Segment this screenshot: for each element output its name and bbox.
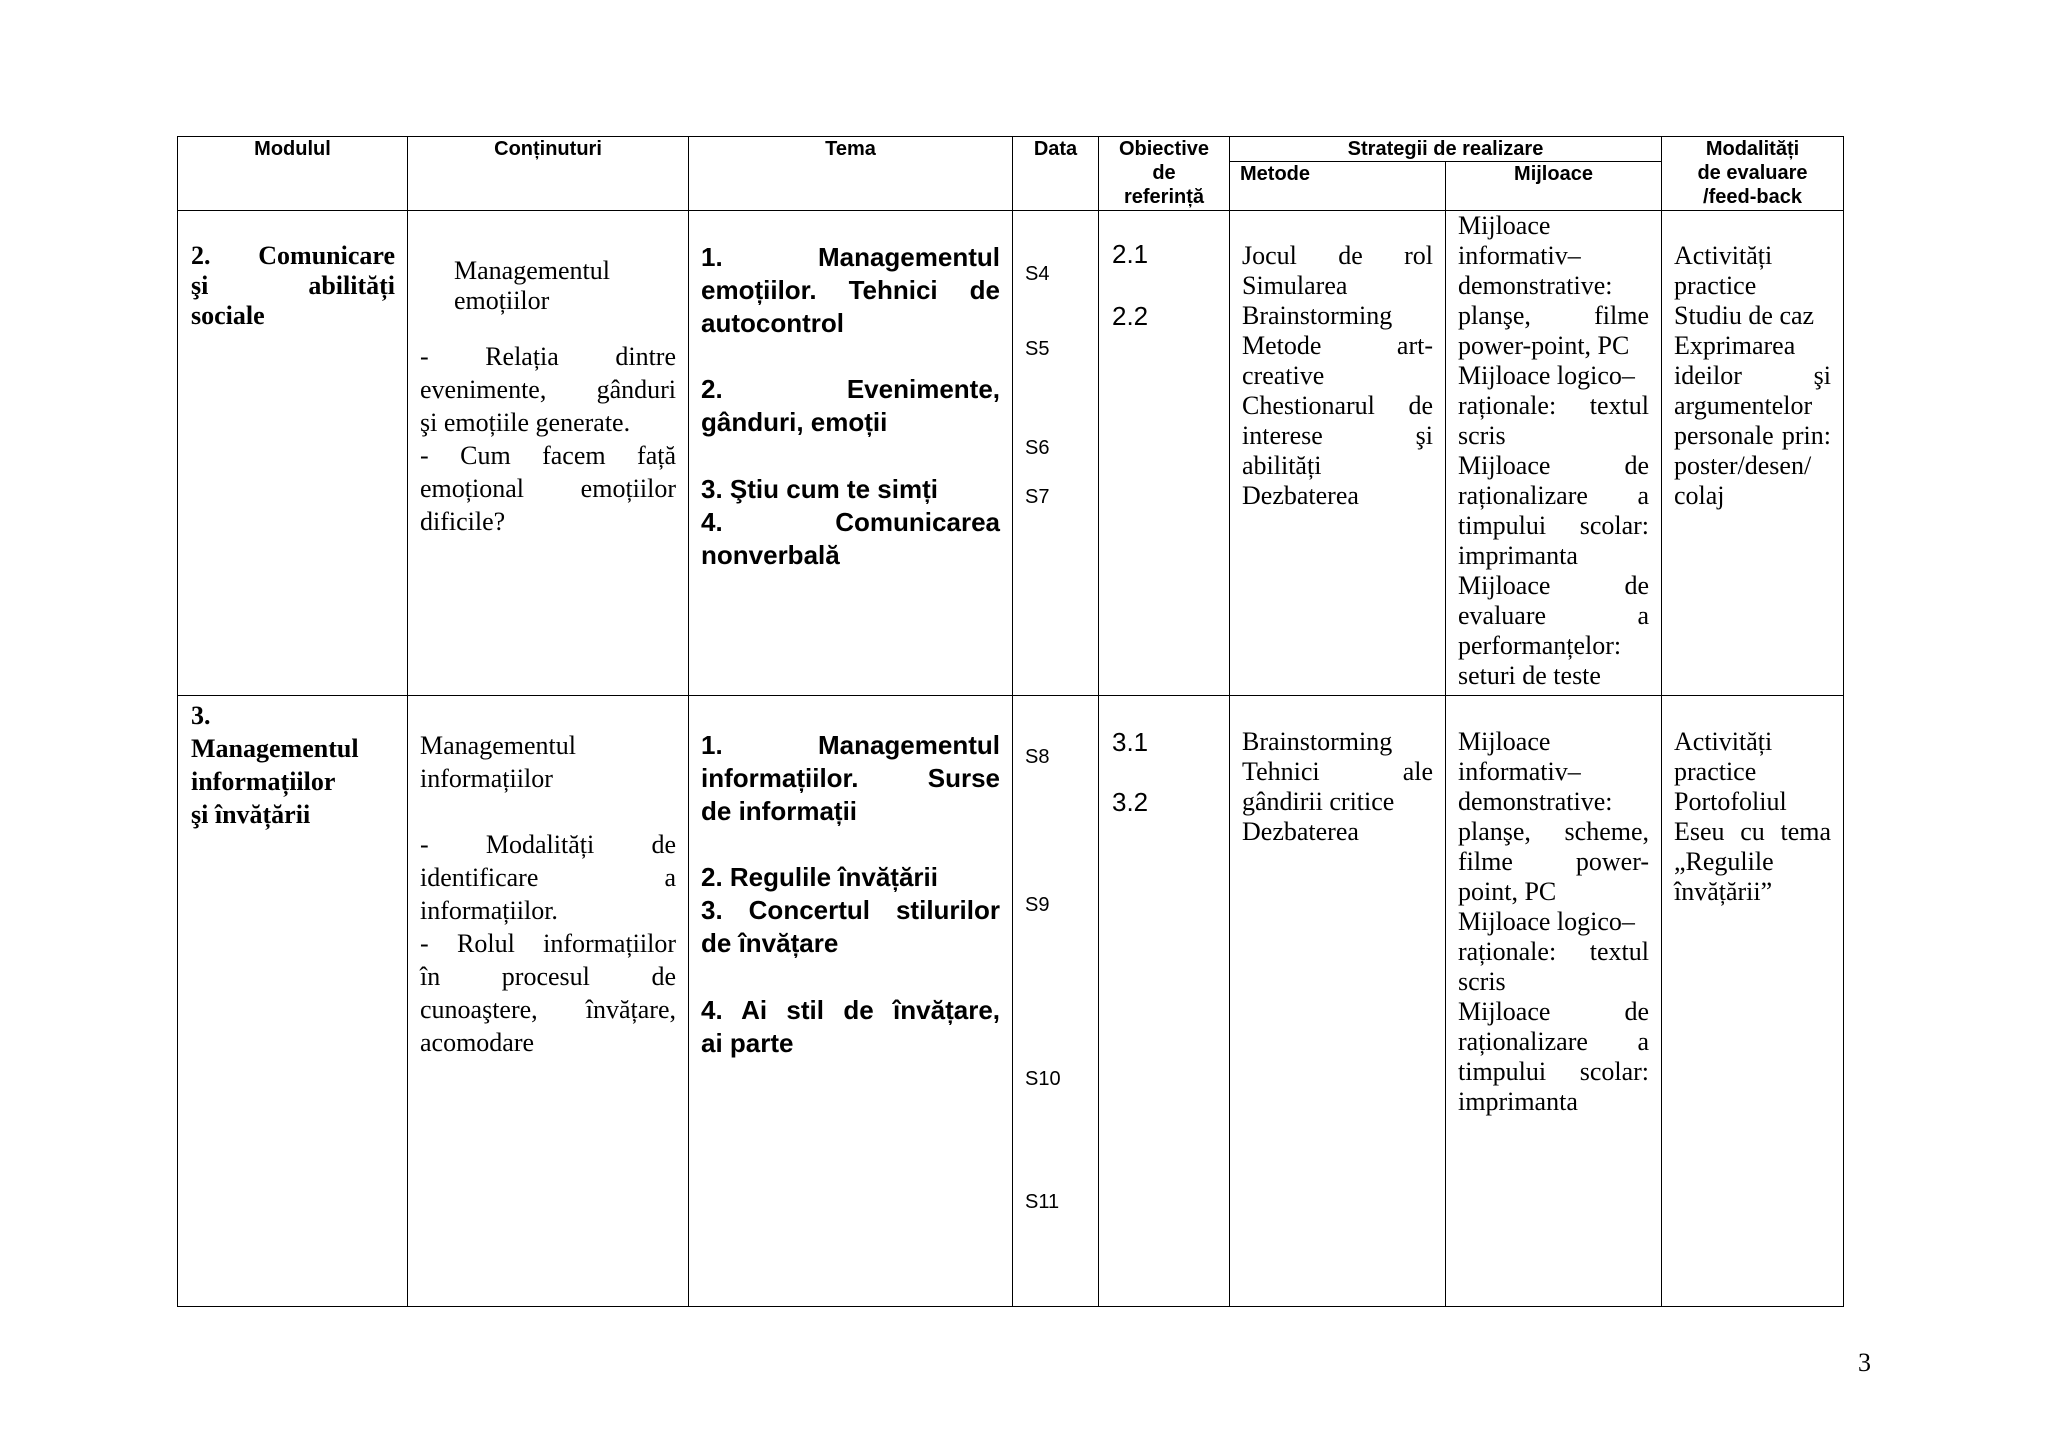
- mijloace-line: raționalizare a: [1458, 481, 1649, 510]
- tema-line: 1. Managementul: [701, 242, 1000, 272]
- evaluare-line: personale prin:: [1674, 421, 1831, 450]
- mijloace-line: filme power-: [1458, 847, 1649, 876]
- header-modulul: Modulul: [178, 137, 408, 211]
- mijloace-line: raționale: textul: [1458, 391, 1649, 420]
- cell-mijloace: [1446, 696, 1662, 1307]
- modul-line: informațiilor: [191, 767, 336, 796]
- evaluare-line: ideilor şi: [1674, 361, 1831, 390]
- cell-tema: [689, 211, 1013, 696]
- mijloace-line: Mijloace: [1458, 211, 1551, 240]
- continut-line: acomodare: [420, 1028, 535, 1057]
- metode-line: Jocul de rol: [1242, 241, 1433, 270]
- evaluare-line: Activități: [1674, 727, 1773, 756]
- mijloace-line: timpului scolar:: [1458, 511, 1649, 540]
- header-modalitati: [1662, 137, 1844, 211]
- tema-line: 3. Concertul stilurilor: [701, 895, 1000, 925]
- mijloace-line: imprimanta: [1458, 541, 1578, 570]
- data-week: S7: [1025, 486, 1050, 508]
- modul-line: şi învățării: [191, 800, 311, 829]
- evaluare-line: practice: [1674, 271, 1757, 300]
- modul-line: 2. Comunicare: [191, 241, 395, 270]
- header-modalitati-line: de evaluare: [1697, 162, 1808, 184]
- header-modalitati-line: /feed-back: [1703, 186, 1802, 208]
- cell-continuturi: [408, 211, 689, 696]
- continut-line: - Rolul informațiilor: [420, 929, 676, 958]
- modul-line: şi abilități: [191, 271, 395, 300]
- data-week: S5: [1025, 338, 1050, 360]
- evaluare-line: învățării”: [1674, 877, 1773, 906]
- cell-evaluare: [1662, 696, 1844, 1307]
- cell-obiective: [1099, 211, 1230, 696]
- cell-data: [1013, 696, 1099, 1307]
- mijloace-line: seturi de teste: [1458, 661, 1601, 690]
- continut-title-line: Managementul: [454, 256, 610, 285]
- tema-line: 2. Regulile învățării: [701, 862, 938, 892]
- mijloace-line: raționale: textul: [1458, 937, 1649, 966]
- header-data: Data: [1013, 137, 1099, 211]
- header-metode: Metode: [1230, 162, 1446, 211]
- mijloace-line: Mijloace logico–: [1458, 361, 1635, 390]
- continut-line: emoțional emoțiilor: [420, 474, 676, 503]
- header-mijloace: Mijloace: [1446, 162, 1662, 211]
- mijloace-line: informativ–: [1458, 241, 1581, 270]
- header-modalitati-line: Modalități: [1705, 138, 1800, 160]
- mijloace-line: demonstrative:: [1458, 271, 1613, 300]
- metode-line: Brainstorming: [1242, 301, 1393, 330]
- cell-continuturi: [408, 696, 689, 1307]
- metode-line: Tehnici ale: [1242, 757, 1433, 786]
- evaluare-line: Eseu cu tema: [1674, 817, 1831, 846]
- metode-line: interese şi: [1242, 421, 1433, 450]
- evaluare-line: Portofoliul: [1674, 787, 1787, 816]
- data-week: S4: [1025, 263, 1050, 285]
- metode-line: gândirii critice: [1242, 787, 1395, 816]
- mijloace-line: imprimanta: [1458, 1087, 1578, 1116]
- mijloace-line: Mijloace de: [1458, 451, 1649, 480]
- continut-line: - Relația dintre: [420, 342, 676, 371]
- cell-evaluare: [1662, 211, 1844, 696]
- evaluare-line: Activități: [1674, 241, 1773, 270]
- mijloace-line: Mijloace logico–: [1458, 907, 1635, 936]
- mijloace-line: point, PC: [1458, 877, 1557, 906]
- metode-line: Simularea: [1242, 271, 1348, 300]
- mijloace-line: timpului scolar:: [1458, 1057, 1649, 1086]
- continut-line: evenimente, gânduri: [420, 375, 676, 404]
- mijloace-line: raționalizare a: [1458, 1027, 1649, 1056]
- mijloace-line: informativ–: [1458, 757, 1581, 786]
- cell-mijloace: [1446, 211, 1662, 696]
- continut-title-line: emoțiilor: [454, 286, 550, 315]
- cell-modul: [178, 211, 408, 696]
- mijloace-line: scris: [1458, 967, 1506, 996]
- evaluare-line: „Regulile: [1674, 847, 1774, 876]
- header-continuturi: Conținuturi: [408, 137, 689, 211]
- tema-line: 4. Comunicarea: [701, 507, 1000, 537]
- cell-metode: [1230, 211, 1446, 696]
- mijloace-line: Mijloace: [1458, 727, 1551, 756]
- evaluare-line: poster/desen/: [1674, 451, 1812, 480]
- metode-line: Chestionarul de: [1242, 391, 1433, 420]
- planning-table: [177, 136, 1844, 1307]
- metode-line: Metode art-: [1242, 331, 1433, 360]
- continut-title-line: Managementul: [420, 731, 576, 760]
- evaluare-line: Studiu de caz: [1674, 301, 1815, 330]
- continut-line: în procesul de: [420, 962, 676, 991]
- obiectiv: 3.2: [1112, 787, 1149, 817]
- data-week: S8: [1025, 746, 1050, 768]
- data-week: S11: [1025, 1191, 1060, 1213]
- page-number: 3: [1858, 1348, 1871, 1377]
- obiectiv: 3.1: [1112, 727, 1149, 757]
- continut-line: şi emoțiile generate.: [420, 408, 631, 437]
- cell-tema: [689, 696, 1013, 1307]
- tema-line: de informații: [701, 796, 858, 826]
- tema-line: informațiilor. Surse: [701, 763, 1000, 793]
- mijloace-line: power-point, PC: [1458, 331, 1630, 360]
- tema-line: emoțiilor. Tehnici de: [701, 275, 1000, 305]
- header-obiective-line: referință: [1123, 186, 1205, 208]
- continut-line: - Modalități de: [420, 830, 676, 859]
- data-week: S10: [1025, 1068, 1061, 1090]
- continut-line: informațiilor.: [420, 896, 558, 925]
- metode-line: Dezbaterea: [1242, 817, 1359, 846]
- mijloace-line: scris: [1458, 421, 1506, 450]
- cell-data: [1013, 211, 1099, 696]
- metode-line: creative: [1242, 361, 1325, 390]
- header-strategii: Strategii de realizare: [1230, 137, 1662, 162]
- modul-line: sociale: [191, 301, 265, 330]
- tema-line: nonverbală: [701, 540, 840, 570]
- obiectiv: 2.2: [1112, 301, 1149, 331]
- header-tema: Tema: [689, 137, 1013, 211]
- modul-line: Managementul: [191, 734, 359, 763]
- tema-line: 3. Ştiu cum te simți: [701, 474, 938, 504]
- tema-line: ai parte: [701, 1028, 794, 1058]
- mijloace-line: evaluare a: [1458, 601, 1649, 630]
- continut-line: identificare a: [420, 863, 676, 892]
- tema-line: 4. Ai stil de învățare,: [701, 995, 1000, 1025]
- tema-line: 1. Managementul: [701, 730, 1000, 760]
- continut-line: - Cum facem față: [420, 441, 676, 470]
- metode-line: Dezbaterea: [1242, 481, 1359, 510]
- mijloace-line: demonstrative:: [1458, 787, 1613, 816]
- evaluare-line: practice: [1674, 757, 1757, 786]
- continut-title-line: informațiilor: [420, 764, 553, 793]
- header-obiective: [1099, 137, 1230, 211]
- metode-line: abilități: [1242, 451, 1322, 480]
- evaluare-line: Exprimarea: [1674, 331, 1796, 360]
- header-obiective-line: de: [1152, 162, 1176, 184]
- cell-obiective: [1099, 696, 1230, 1307]
- mijloace-line: Mijloace de: [1458, 997, 1649, 1026]
- header-obiective-line: Obiective: [1118, 138, 1210, 160]
- tema-line: gânduri, emoții: [701, 407, 888, 437]
- tema-line: 2. Evenimente,: [701, 374, 1000, 404]
- mijloace-line: planşe, filme: [1458, 301, 1649, 330]
- table-row: [178, 696, 1844, 1307]
- mijloace-line: planşe, scheme,: [1458, 817, 1649, 846]
- continut-line: dificile?: [420, 507, 506, 536]
- tema-line: autocontrol: [701, 308, 844, 338]
- mijloace-line: performanțelor:: [1458, 631, 1622, 660]
- data-week: S9: [1025, 894, 1050, 916]
- tema-line: de învățare: [701, 928, 839, 958]
- cell-modul: [178, 696, 408, 1307]
- data-week: S6: [1025, 437, 1050, 459]
- continut-line: cunoaştere, învățare,: [420, 995, 676, 1024]
- cell-metode: [1230, 696, 1446, 1307]
- modul-line: 3.: [191, 701, 211, 730]
- mijloace-line: Mijloace de: [1458, 571, 1649, 600]
- evaluare-line: argumentelor: [1674, 391, 1813, 420]
- evaluare-line: colaj: [1674, 481, 1725, 510]
- metode-line: Brainstorming: [1242, 727, 1393, 756]
- obiectiv: 2.1: [1112, 239, 1149, 269]
- table-row: [178, 211, 1844, 696]
